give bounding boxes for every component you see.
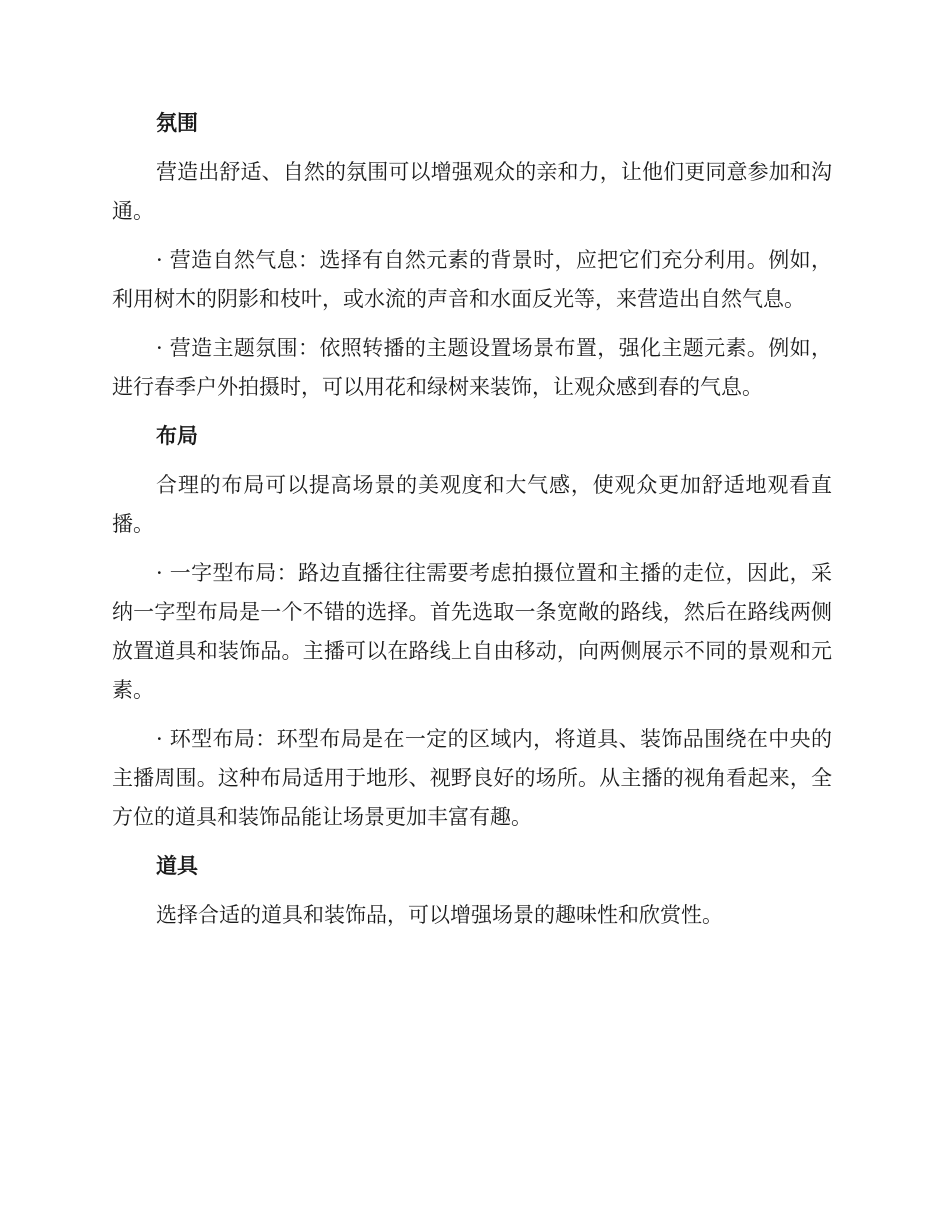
bullet-paragraph: · 营造主题氛围：依照转播的主题设置场景布置，强化主题元素。例如，进行春季户外拍摄时，可以用花和绿树来装饰，让观众感到春的气息。 [112,336,832,399]
paragraph: 营造出舒适、自然的氛围可以增强观众的亲和力，让他们更同意参加和沟通。 [112,160,832,223]
bullet-paragraph: · 一字型布局：路边直播往往需要考虑拍摄位置和主播的走位，因此，采纳一字型布局是一个不错的选择。首先选取一条宽敞的路线，然后在路线两侧放置道具和装饰品。主播可以在路线上自由移动，向两侧展示不同的景观和元素。 [112,561,832,702]
bullet-paragraph: · 环型布局：环型布局是在一定的区域内，将道具、装饰品围绕在中央的主播周围。这种布局适用于地形、视野良好的场所。从主播的视角看起来，全方位的道具和装饰品能让场景更加丰富有趣。 [112,727,832,829]
document-page [112,104,832,945]
section-heading: 布局 [156,424,198,448]
section-layout [112,417,832,837]
paragraph: 选择合适的道具和装饰品，可以增强场景的趣味性和欣赏性。 [156,903,723,927]
paragraph: 合理的布局可以提高场景的美观度和大气感，使观众更加舒适地观看直播。 [112,473,832,536]
bullet-paragraph: · 营造自然气息：选择有自然元素的背景时，应把它们充分利用。例如，利用树木的阴影和枝叶，或水流的声音和水面反光等，来营造出自然气息。 [112,248,832,311]
section-props [112,847,832,935]
section-atmosphere [112,104,832,407]
section-heading: 氛围 [156,111,198,135]
section-heading: 道具 [156,854,198,878]
